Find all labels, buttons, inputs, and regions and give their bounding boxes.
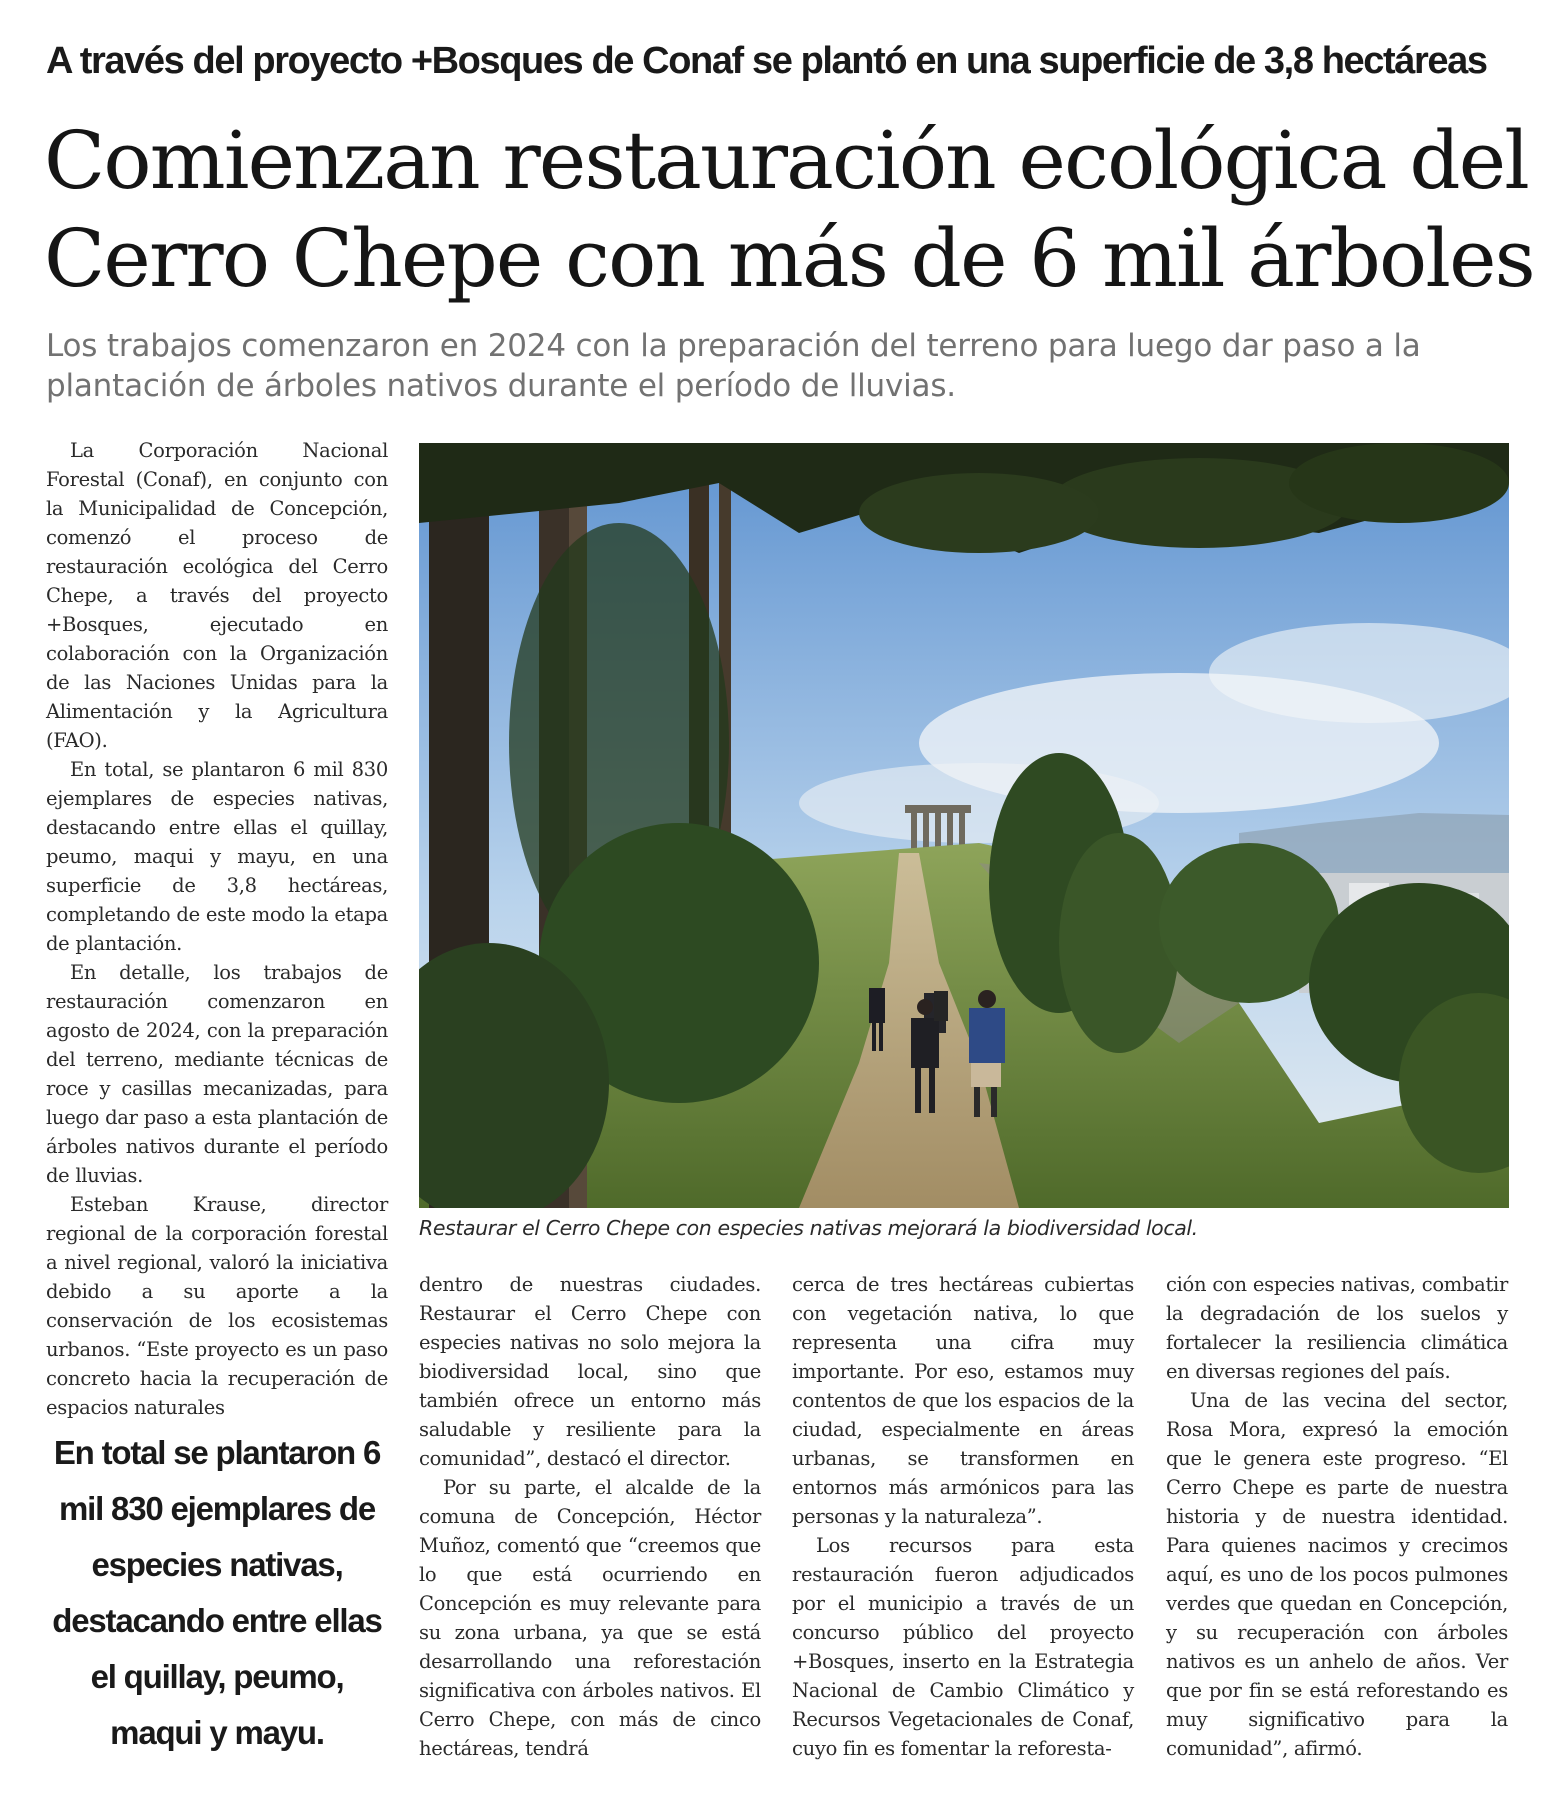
deck-line-1: Los trabajos comenzaron en 2024 con la preparación del terreno para luego dar paso a la [46, 328, 1421, 364]
paragraph: En detalle, los trabajos de restauración comenzaron en agosto de 2024, con la preparación del terreno, mediante técnicas de roce y casillas mecanizadas, para luego dar paso a esta plantación de árboles nativos durante el período de lluvias. [46, 961, 388, 1187]
article-kicker: A través del proyecto +Bosques de Conaf se plantó en una superficie de 3,8 hectáreas [46, 40, 1487, 82]
photo-caption: Restaurar el Cerro Chepe con especies nativas mejorará la biodiversidad local. [419, 1216, 1198, 1240]
article-deck [46, 326, 1516, 406]
paragraph: Esteban Krause, director regional de la corporación forestal a nivel regional, valoró la iniciativa debido a su aporte a la conservación de los ecosistemas urbanos. “Este proyecto es un paso concreto hacia la recuperación de espacios naturales [46, 1193, 388, 1419]
body-column-4 [1166, 1270, 1508, 1763]
headline-line-1: Comienzan restauración ecológica del [44, 114, 1529, 207]
article-photo [419, 443, 1509, 1208]
paragraph: En total, se plantaron 6 mil 830 ejemplares de especies nativas, destacando entre ellas el quillay, peumo, maqui y mayu, en una superficie de 3,8 hectáreas, completando de este modo la etapa de plantación. [46, 758, 388, 955]
deck-line-2: plantación de árboles nativos durante el período de lluvias. [46, 368, 956, 404]
paragraph: ción con especies nativas, combatir la degradación de los suelos y fortalecer la resiliencia climática en diversas regiones del país. [1166, 1273, 1508, 1383]
paragraph: Por su parte, el alcalde de la comuna de Concepción, Héctor Muñoz, comentó que “creemos que lo que está ocurriendo en Concepción es muy relevante para su zona urbana, ya que se está desarrollando una reforestación significativa con árboles nativos. El Cerro Chepe, con más de cinco hectáreas, tendrá [419, 1476, 761, 1760]
body-column-1 [46, 436, 388, 1422]
cerro-chepe-photo [419, 443, 1509, 1208]
paragraph: La Corporación Nacional Forestal (Conaf), en conjunto con la Municipalidad de Concepción, comenzó el proceso de restauración ecológica del Cerro Chepe, a través del proyecto +Bosques, ejecutado en colaboración con la Organización de las Naciones Unidas para la Alimentación y la Agricultura (FAO). [46, 439, 388, 752]
article-headline [44, 112, 1534, 308]
pull-quote: En total se plantaron 6 mil 830 ejemplares de especies nativas, destacando entre ellas el quillay, peumo, maqui y mayu. [52, 1434, 382, 1751]
paragraph: dentro de nuestras ciudades. Restaurar el Cerro Chepe con especies nativas no solo mejora la biodiversidad local, sino que también ofrece un entorno más saludable y resiliente para la comunidad”, destacó el director. [419, 1273, 761, 1470]
body-column-3 [792, 1270, 1134, 1763]
paragraph: Una de las vecina del sector, Rosa Mora, expresó la emoción que le genera este progreso. “El Cerro Chepe es parte de nuestra historia y de nuestra identidad. Para quienes nacimos y crecimos aquí, es uno de los pocos pulmones verdes que quedan en Concepción, y su recuperación con árboles nativos es un anhelo de años. Ver que por fin se está reforestando es muy significativo para la comunidad”, afirmó. [1166, 1389, 1508, 1760]
body-column-2 [419, 1270, 761, 1763]
paragraph: cerca de tres hectáreas cubiertas con vegetación nativa, lo que representa una cifra muy importante. Por eso, estamos muy contentos de que los espacios de la ciudad, especialmente en áreas urbanas, se transformen en entornos más armónicos para las personas y la naturaleza”. [792, 1273, 1134, 1528]
headline-line-2: Cerro Chepe con más de 6 mil árboles [44, 212, 1534, 305]
paragraph: Los recursos para esta restauración fueron adjudicados por el municipio a través de un concurso público del proyecto +Bosques, inserto en la Estrategia Nacional de Cambio Climático y Recursos Vegetacionales de Conaf, cuyo fin es fomentar la reforesta- [792, 1534, 1134, 1760]
